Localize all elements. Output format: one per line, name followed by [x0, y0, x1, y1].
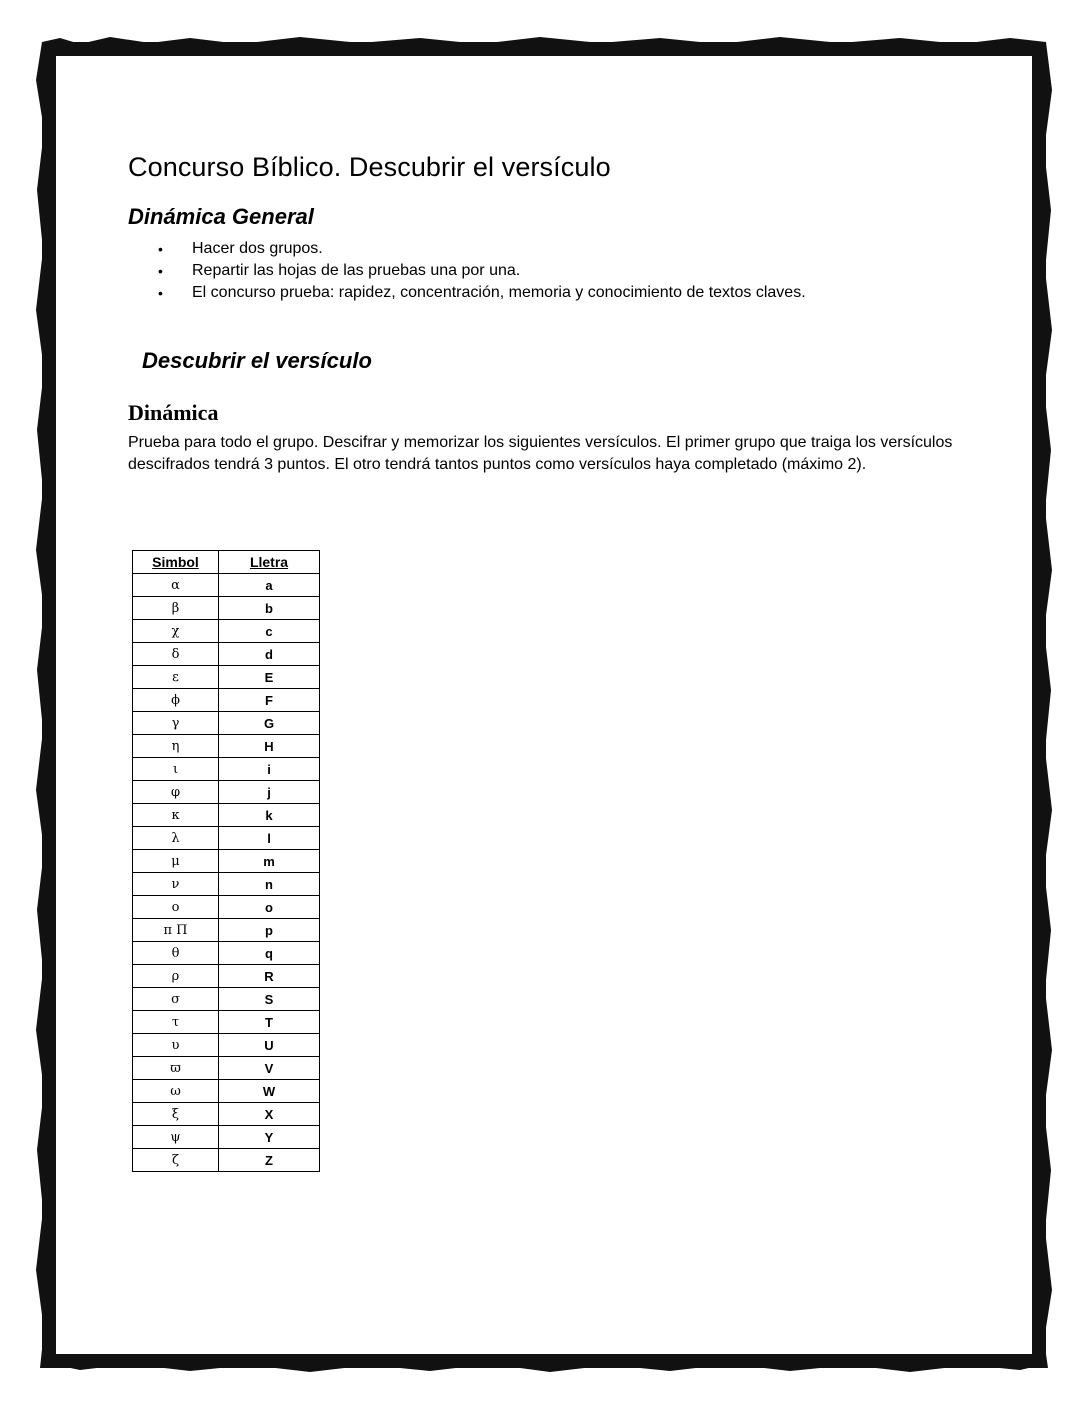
table-row [133, 1057, 320, 1080]
symbol-cell: ζ [133, 1149, 219, 1172]
symbol-cell: ϖ [133, 1057, 219, 1080]
table-row [133, 574, 320, 597]
table-row [133, 1034, 320, 1057]
cipher-table [132, 550, 320, 1172]
table-row [133, 827, 320, 850]
symbol-cell: α [133, 574, 219, 597]
symbol-cell: φ [133, 781, 219, 804]
symbol-cell: ε [133, 666, 219, 689]
letter-cell: n [219, 873, 320, 896]
symbol-cell: π Π [133, 919, 219, 942]
section-heading: Descubrir el versículo [142, 348, 372, 373]
bullet-icon: • [158, 285, 163, 301]
symbol-cell: θ [133, 942, 219, 965]
symbol-cell: τ [133, 1011, 219, 1034]
table-header-row [133, 551, 320, 574]
letter-cell: j [219, 781, 320, 804]
letter-cell: d [219, 643, 320, 666]
symbol-cell: ξ [133, 1103, 219, 1126]
letter-cell: b [219, 597, 320, 620]
letter-cell: k [219, 804, 320, 827]
table-row [133, 597, 320, 620]
symbol-cell: ω [133, 1080, 219, 1103]
letter-cell: Y [219, 1126, 320, 1149]
letter-cell: U [219, 1034, 320, 1057]
table-row [133, 919, 320, 942]
table-row [133, 942, 320, 965]
symbol-cell: σ [133, 988, 219, 1011]
letter-cell: o [219, 896, 320, 919]
table-row [133, 735, 320, 758]
document-content [128, 150, 978, 476]
symbol-cell: ο [133, 896, 219, 919]
table-row [133, 1080, 320, 1103]
symbol-cell: ν [133, 873, 219, 896]
table-row [133, 1011, 320, 1034]
bullet-icon: • [158, 241, 163, 257]
table-row [133, 689, 320, 712]
table-row [133, 758, 320, 781]
header-lletra: Lletra [219, 551, 320, 574]
document-title: Concurso Bíblico. Descubrir el versículo [128, 152, 611, 182]
symbol-cell: κ [133, 804, 219, 827]
letter-cell: m [219, 850, 320, 873]
table-row [133, 643, 320, 666]
letter-cell: W [219, 1080, 320, 1103]
symbol-cell: β [133, 597, 219, 620]
symbol-cell: μ [133, 850, 219, 873]
symbol-cell: δ [133, 643, 219, 666]
letter-cell: H [219, 735, 320, 758]
letter-cell: i [219, 758, 320, 781]
letter-cell: T [219, 1011, 320, 1034]
bullet-icon: • [158, 263, 163, 279]
table-row [133, 850, 320, 873]
list-item: • El concurso prueba: rapidez, concentración, memoria y conocimiento de textos claves. [128, 282, 978, 304]
symbol-cell: ι [133, 758, 219, 781]
list-item: • Repartir las hojas de las pruebas una por una. [128, 260, 978, 282]
table-row [133, 1126, 320, 1149]
letter-cell: V [219, 1057, 320, 1080]
symbol-cell: η [133, 735, 219, 758]
table-row [133, 712, 320, 735]
table-row [133, 1103, 320, 1126]
letter-cell: X [219, 1103, 320, 1126]
header-simbol: Simbol [133, 551, 219, 574]
letter-cell: a [219, 574, 320, 597]
symbol-cell: χ [133, 620, 219, 643]
letter-cell: R [219, 965, 320, 988]
general-heading: Dinámica General [128, 204, 314, 229]
letter-cell: F [219, 689, 320, 712]
table-row [133, 965, 320, 988]
letter-cell: S [219, 988, 320, 1011]
symbol-cell: ϕ [133, 689, 219, 712]
symbol-cell: ρ [133, 965, 219, 988]
letter-cell: Z [219, 1149, 320, 1172]
table-row [133, 781, 320, 804]
table-row [133, 873, 320, 896]
letter-cell: p [219, 919, 320, 942]
letter-cell: E [219, 666, 320, 689]
symbol-cell: λ [133, 827, 219, 850]
cipher-table-body [133, 574, 320, 1172]
list-item: • Hacer dos grupos. [128, 238, 978, 260]
table-row [133, 896, 320, 919]
dinamica-heading: Dinámica [128, 400, 219, 425]
letter-cell: q [219, 942, 320, 965]
table-row [133, 988, 320, 1011]
symbol-cell: ψ [133, 1126, 219, 1149]
table-row [133, 1149, 320, 1172]
symbol-cell: υ [133, 1034, 219, 1057]
dinamica-paragraph: Prueba para todo el grupo. Descifrar y memorizar los siguientes versículos. El primer grupo que traiga los versículos descifrados tendrá 3 puntos. El otro tendrá tantos puntos como versículos haya completado (máximo 2). [128, 434, 953, 473]
letter-cell: G [219, 712, 320, 735]
letter-cell: l [219, 827, 320, 850]
general-list [128, 238, 978, 304]
letter-cell: c [219, 620, 320, 643]
table-row [133, 804, 320, 827]
symbol-cell: γ [133, 712, 219, 735]
table-row [133, 620, 320, 643]
table-row [133, 666, 320, 689]
